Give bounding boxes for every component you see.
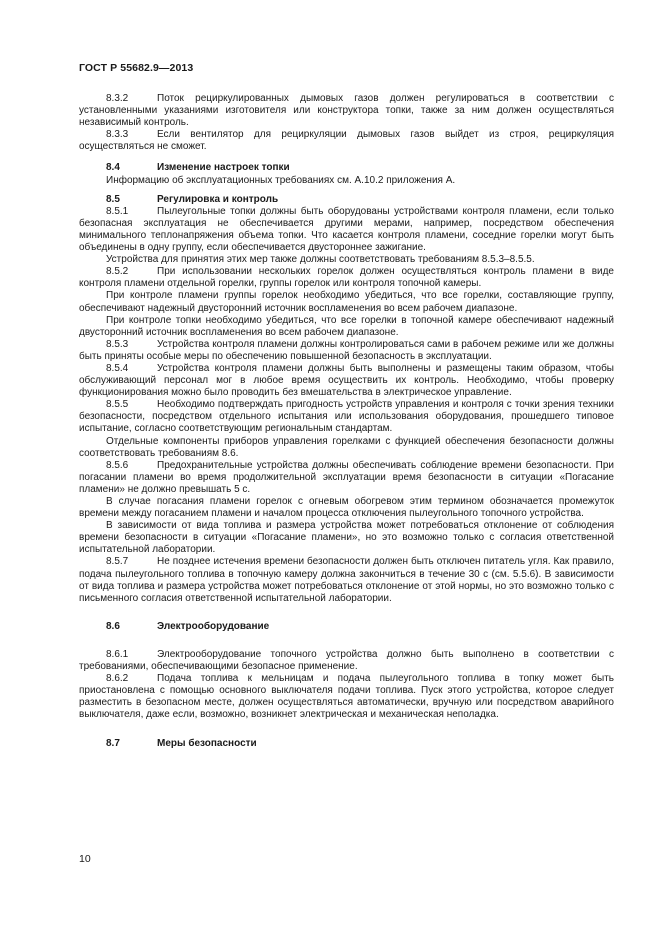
- paragraph-8-6-2: [79, 673, 614, 721]
- clause-text: Предохранительные устройства должны обеспечивать соблюдение времени безопасности. При погасании пламени во время продолжительной эксплуатации время безопасности в ситуации «Погасание пламени» не должно превышать 5 с.: [79, 459, 614, 495]
- clause-text: Пылеугольные топки должны быть оборудованы устройствами контроля пламени, если только безопасная эксплуатация не обеспечивается другими мерами, например, посредством обеспечения минимального теплонапряжения объема топки. Что касается контроля пламени, соседние горелки могут быть объединены в одну группу, если обеспечивается двустороннее зажигание.: [79, 205, 614, 254]
- clause-number: 8.5.5: [106, 399, 129, 411]
- paragraph-8-5-6-c: [79, 520, 614, 556]
- paragraph-text: При контроле топки необходимо убедиться, что все горелки в топочной камере обеспечивают надежный двусторонний источник воспламенения во всем рабочем диапазоне.: [79, 314, 614, 338]
- section-number: 8.7: [106, 737, 120, 749]
- paragraph-8-3-3: [79, 129, 614, 153]
- clause-text: При использовании нескольких горелок должен осуществляться контроль пламени в виде контроля пламени отдельной горелки, группы горелок или контроля топочной камеры.: [79, 266, 614, 290]
- clause-text: Устройства контроля пламени должны быть выполнены и размещены таким образом, чтобы обслуживающий персонал мог в любое время осуществить их контроль. Необходимо, чтобы проверку функционирования можно было проводить без вмешательства в электрическое управление.: [79, 362, 614, 399]
- section-title: Изменение настроек топки: [157, 162, 290, 174]
- section-title: Меры безопасности: [157, 737, 257, 749]
- clause-number: 8.5.6: [106, 459, 129, 471]
- clause-text: Необходимо подтверждать пригодность устройств управления и контроля с точки зрения техники безопасности, посредством отдельного испытания или использования оборудования, прошедшего типовое испытание, согласно соответствующим региональным стандартам.: [79, 399, 614, 435]
- clause-text: Устройства контроля пламени должны контролироваться сами в рабочем режиме или же должны быть приняты особые меры по обеспечению повышенной безопасность в эксплуатации.: [79, 338, 614, 362]
- clause-text: Если вентилятор для рециркуляции дымовых газов выйдет из строя, рециркуляция осуществляться не сможет.: [79, 129, 614, 153]
- section-number: 8.4: [106, 162, 120, 174]
- clause-number: 8.5.7: [106, 556, 129, 568]
- paragraph-8-4-text: [79, 175, 614, 187]
- paragraph-8-5-4: [79, 363, 614, 399]
- paragraph-8-5-1: [79, 206, 614, 254]
- paragraph-8-6-1: [79, 649, 614, 673]
- paragraph-8-5-2-c: [79, 315, 614, 339]
- clause-text: Не позднее истечения времени безопасности должен быть отключен питатель угля. Как правило, подача пылеугольного топлива в топочную камеру должна закончиться в течение 30 с (см. 5.5.6). В зависимости от вида топлива и размера устройства может потребоваться отклонение от этой нормы, но это возможно только с письменного согласия ответственной испытательной лаборатории.: [79, 556, 614, 604]
- paragraph-8-5-2-b: [79, 290, 614, 314]
- paragraph-8-5-1-b: [79, 254, 614, 266]
- section-title: Электрооборудование: [157, 620, 270, 632]
- section-title: Регулировка и контроль: [157, 193, 279, 205]
- page-number: 10: [79, 853, 91, 865]
- paragraph-8-5-5-b: [79, 436, 614, 460]
- paragraph-8-5-3: [79, 339, 614, 363]
- paragraph-text: В случае погасания пламени горелок с огневым обогревом этим термином обозначается промежуток времени между погасанием пламени и началом процесса отключения пылеугольного топочного устройства.: [79, 496, 614, 520]
- paragraph-8-5-6: [79, 460, 614, 496]
- clause-number: 8.3.3: [106, 129, 129, 141]
- section-heading-8-6: [79, 621, 614, 633]
- clause-text: Подача топлива к мельницам и подача пылеугольного топлива в топку может быть приостановлена с помощью основного выключателя подачи топлива. Пуск этого устройства, которое следует разместить в безопасном месте, должен осуществляться автоматически, вручную или посредством аварийного выключателя, даже если, возможно, возникнет электрическая и механическая неполадка.: [79, 673, 614, 721]
- paragraph-8-5-7: [79, 556, 614, 604]
- section-number: 8.6: [106, 620, 120, 632]
- section-heading-8-4: [79, 162, 614, 174]
- section-heading-8-5: [79, 194, 614, 206]
- clause-number: 8.5.1: [106, 205, 129, 217]
- document-header: ГОСТ Р 55682.9—2013: [79, 62, 194, 74]
- document-body: [79, 93, 614, 750]
- clause-number: 8.5.4: [106, 362, 129, 374]
- clause-number: 8.5.2: [106, 266, 129, 278]
- paragraph-8-5-6-b: [79, 496, 614, 520]
- paragraph-text: При контроле пламени группы горелок необходимо убедиться, что все горелки, составляющие группу, обеспечивают надежный двусторонний источник воспламенения во всем рабочем диапазоне.: [79, 290, 614, 314]
- clause-number: 8.5.3: [106, 338, 129, 350]
- clause-text: Поток рециркулированных дымовых газов должен регулироваться в соответствии с установленными указаниями изготовителя или конструктора топки, также за ним должен осуществляться независимый контроль.: [79, 93, 614, 129]
- clause-number: 8.3.2: [106, 93, 129, 104]
- clause-number: 8.6.2: [106, 673, 129, 685]
- clause-text: Электрооборудование топочного устройства должно быть выполнено в соответствии с требованиями, обеспечивающими безопасное применение.: [79, 648, 614, 673]
- section-heading-8-7: [79, 738, 614, 750]
- clause-number: 8.6.1: [106, 648, 129, 660]
- section-number: 8.5: [106, 193, 120, 205]
- paragraph-text: В зависимости от вида топлива и размера устройства может потребоваться отклонение от соблюдения времени безопасности в ситуации «Погасание пламени», но это возможно только с согласия ответственной испытательной лаборатории.: [79, 520, 614, 556]
- paragraph-text: Информацию об эксплуатационных требованиях см. А.10.2 приложения А.: [106, 174, 456, 186]
- paragraph-8-5-2: [79, 266, 614, 290]
- paragraph-text: Отдельные компоненты приборов управления горелками с функцией обеспечения безопасности должны соответствовать требованиям 8.6.: [79, 435, 614, 459]
- paragraph-8-3-2: [79, 93, 614, 129]
- paragraph-8-5-5: [79, 399, 614, 435]
- paragraph-text: Устройства для принятия этих мер также должны соответствовать требованиям 8.5.3–8.5.5.: [106, 254, 535, 266]
